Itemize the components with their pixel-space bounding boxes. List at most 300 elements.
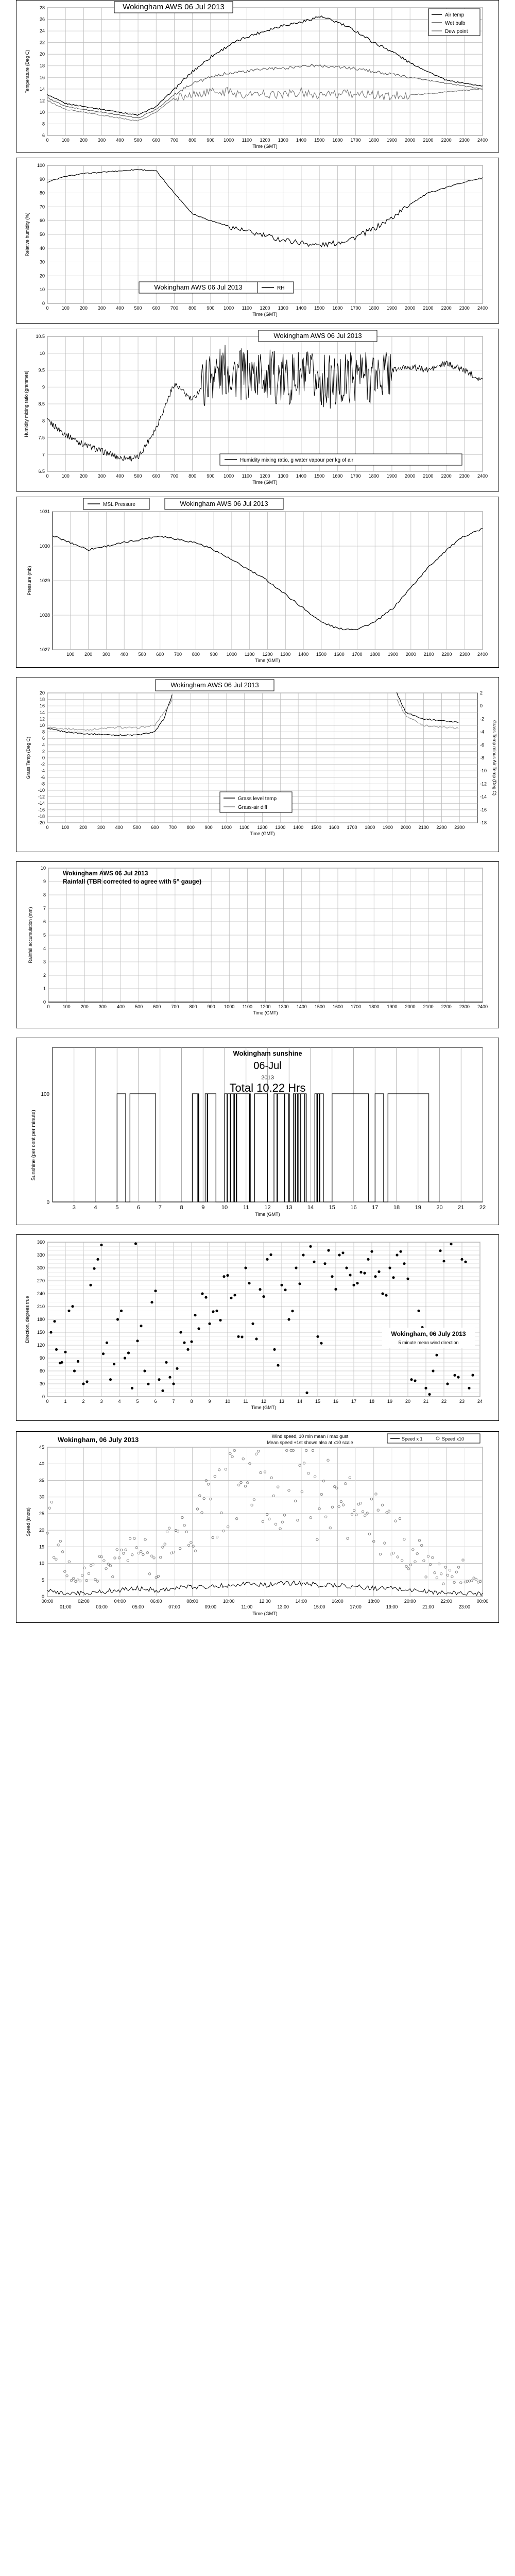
y2-tick-label: -10: [480, 768, 487, 774]
x-tick-label: 800: [188, 306, 197, 311]
x-tick-label: 11:00: [241, 1604, 253, 1609]
x-tick-label: 100: [66, 652, 75, 657]
x-tick-label: 04:00: [114, 1599, 126, 1604]
x-tick-label: 19: [387, 1399, 393, 1404]
pressure-chart-svg: [16, 497, 499, 667]
data-point: [140, 1325, 142, 1327]
x-tick-label: 300: [98, 1004, 107, 1009]
y2-tick-label: -4: [480, 729, 485, 735]
x-tick-label: 2400: [477, 473, 488, 479]
x-tick-label: 300: [98, 138, 106, 143]
x-tick-label: 2: [82, 1399, 85, 1404]
data-point: [417, 1310, 420, 1312]
x-tick-label: 2400: [477, 652, 488, 657]
y-tick-label: 0: [41, 1594, 44, 1599]
x-tick-label: 15: [315, 1399, 321, 1404]
chart-annotation: Wokingham AWS 06 Jul 2013: [154, 283, 243, 291]
data-point: [287, 1318, 290, 1320]
legend-label: Dew point: [445, 29, 468, 35]
x-tick-label: 9: [208, 1399, 211, 1404]
x-tick-label: 1000: [224, 473, 234, 479]
y-tick-label: 0: [42, 1394, 45, 1399]
data-point: [352, 1284, 355, 1286]
data-point: [55, 1348, 58, 1351]
data-point: [313, 1261, 315, 1263]
data-point: [302, 1253, 304, 1256]
data-point: [323, 1262, 326, 1265]
x-tick-label: 2000: [405, 473, 416, 479]
y-tick-label: 26: [39, 16, 45, 22]
x-tick-label: 1600: [329, 825, 339, 830]
x-tick-label: 2300: [459, 473, 470, 479]
chart-total: Total 10.22 Hrs: [229, 1081, 306, 1094]
x-tick-label: 14: [307, 1205, 314, 1211]
y-tick-label: 330: [37, 1252, 45, 1258]
legend-label: Humidity mixing ratio, g water vapour per kg of air: [240, 457, 354, 463]
data-point: [134, 1242, 137, 1245]
data-point: [208, 1323, 211, 1325]
y-axis-label: Direction, degrees true: [25, 1296, 30, 1343]
y-tick-label: 7.5: [38, 435, 45, 440]
data-point: [179, 1331, 182, 1333]
data-point: [136, 1340, 139, 1342]
data-point: [147, 1383, 149, 1385]
x-tick-label: 2300: [459, 306, 470, 311]
y-axis-label: Humidity mixing ratio (grammes): [24, 370, 29, 437]
data-point: [359, 1271, 362, 1274]
data-point: [161, 1389, 164, 1392]
x-tick-label: 1700: [350, 473, 361, 479]
data-point: [67, 1310, 70, 1312]
x-tick-label: 20:00: [404, 1599, 416, 1604]
x-tick-label: 13:00: [277, 1604, 289, 1609]
x-tick-label: 600: [153, 1004, 161, 1009]
x-tick-label: 13: [286, 1205, 293, 1211]
x-tick-label: 500: [135, 1004, 143, 1009]
x-tick-label: 1500: [314, 473, 325, 479]
data-point: [377, 1270, 380, 1273]
y-tick-label: -18: [38, 814, 45, 819]
data-point: [116, 1318, 119, 1320]
y-tick-label: -2: [40, 761, 45, 767]
x-tick-label: 1000: [226, 652, 237, 657]
data-point: [241, 1335, 243, 1338]
data-point: [215, 1310, 218, 1312]
x-tick-label: 1300: [278, 138, 288, 143]
x-tick-label: 1700: [351, 1004, 362, 1009]
x-tick-label: 1300: [280, 652, 291, 657]
x-tick-label: 2200: [436, 825, 447, 830]
wind-direction-chart: [16, 1234, 499, 1421]
y-tick-label: 20: [39, 1528, 44, 1533]
x-tick-label: 21: [423, 1399, 429, 1404]
x-tick-label: 1800: [370, 652, 381, 657]
x-tick-label: 12:00: [259, 1599, 271, 1604]
data-point: [165, 1361, 167, 1364]
data-point: [60, 1361, 63, 1364]
data-point: [212, 1310, 214, 1313]
y-tick-label: 1029: [39, 578, 50, 583]
y-tick-label: 40: [39, 245, 45, 251]
y-tick-label: 9: [43, 879, 46, 884]
y-tick-label: 300: [37, 1265, 45, 1270]
data-point: [320, 1342, 322, 1345]
y-tick-label: 35: [39, 1478, 44, 1483]
y-tick-label: 20: [39, 52, 45, 57]
data-point: [259, 1288, 261, 1291]
x-tick-label: 800: [189, 1004, 197, 1009]
x-tick-label: 600: [151, 825, 159, 830]
y-tick-label: 1028: [39, 613, 50, 618]
chart-title: Wokingham AWS 06 Jul 2013: [63, 870, 148, 877]
y-tick-label: 10: [40, 866, 46, 871]
y-tick-label: 30: [39, 1381, 45, 1386]
x-tick-label: 900: [210, 652, 218, 657]
data-point: [85, 1380, 88, 1383]
data-point: [457, 1376, 459, 1379]
grass-temp-chart-svg: [16, 677, 499, 852]
x-tick-label: 16: [350, 1205, 357, 1211]
x-tick-label: 300: [98, 473, 106, 479]
y-tick-label: 12: [39, 98, 45, 104]
humidity-chart: [16, 158, 499, 324]
x-tick-label: 1300: [278, 473, 288, 479]
x-tick-label: 1600: [332, 306, 343, 311]
y-tick-label: 2: [43, 973, 46, 978]
data-point: [266, 1258, 268, 1261]
y-tick-label: 30: [39, 259, 45, 265]
x-tick-label: 400: [116, 1004, 125, 1009]
x-tick-label: 0: [46, 825, 49, 830]
y-tick-label: 8: [42, 418, 45, 423]
x-tick-label: 100: [61, 473, 70, 479]
y-axis-label: Grass Temp (Deg C): [26, 736, 31, 779]
data-point: [316, 1335, 319, 1338]
data-point: [406, 1278, 409, 1280]
x-tick-label: 10: [221, 1205, 228, 1211]
x-tick-label: 2000: [405, 652, 416, 657]
y2-tick-label: 0: [480, 703, 483, 709]
y-tick-label: 0: [42, 755, 45, 760]
legend-label: Speed x 1: [402, 1436, 423, 1442]
y-tick-label: 240: [37, 1291, 45, 1296]
y-tick-label: 20: [39, 690, 45, 696]
x-tick-label: 22: [441, 1399, 447, 1404]
x-tick-label: 1400: [296, 138, 306, 143]
x-tick-label: 18:00: [368, 1599, 380, 1604]
data-point: [334, 1288, 337, 1291]
data-point: [403, 1262, 405, 1265]
data-point: [295, 1266, 297, 1269]
wind-direction-chart-svg: [16, 1235, 499, 1420]
x-tick-label: 200: [79, 306, 88, 311]
x-tick-label: 400: [115, 825, 123, 830]
data-point: [277, 1364, 279, 1366]
x-tick-label: 2000: [400, 825, 411, 830]
x-tick-label: 1900: [386, 473, 397, 479]
x-tick-label: 2000: [405, 138, 416, 143]
pressure-chart: [16, 497, 499, 668]
data-point: [309, 1245, 312, 1248]
x-tick-label: 1500: [314, 1004, 325, 1009]
x-tick-label: 12: [264, 1205, 271, 1211]
y-tick-label: 22: [39, 40, 45, 45]
data-point: [388, 1266, 391, 1269]
temperature-chart-svg: [16, 1, 499, 152]
y-tick-label: 360: [37, 1240, 45, 1245]
y-tick-label: 45: [39, 1445, 44, 1450]
data-point: [284, 1289, 286, 1291]
x-tick-label: 400: [116, 306, 124, 311]
x-tick-label: 0: [46, 138, 49, 143]
legend-label: MSL Pressure: [103, 502, 135, 507]
x-tick-label: 6: [136, 1205, 141, 1211]
x-axis-label: Time (GMT): [251, 1405, 277, 1410]
x-tick-label: 17: [351, 1399, 357, 1404]
y-axis-label: Rainfall accumulation (mm): [28, 907, 33, 963]
x-tick-label: 0: [46, 306, 49, 311]
x-tick-label: 1900: [383, 825, 393, 830]
x-axis-label: Time (GMT): [252, 144, 278, 149]
x-tick-label: 200: [84, 652, 93, 657]
y-tick-label: 6: [42, 736, 45, 741]
wind-speed-chart-svg: [16, 1432, 499, 1622]
x-tick-label: 2100: [423, 652, 434, 657]
y-tick-label: -10: [38, 788, 45, 793]
data-point: [64, 1351, 66, 1353]
data-point: [53, 1320, 56, 1323]
y-tick-label: 1030: [39, 544, 50, 549]
x-tick-label: 17:00: [350, 1604, 362, 1609]
x-tick-label: 1200: [260, 1004, 271, 1009]
rainfall-chart: [16, 861, 499, 1028]
chart-title: Wokingham, 06 July 2013: [391, 1330, 466, 1337]
x-tick-label: 500: [138, 652, 146, 657]
chart-title: Wokingham, 06 July 2013: [58, 1436, 139, 1444]
x-tick-label: 1800: [369, 1004, 380, 1009]
x-tick-label: 300: [102, 652, 110, 657]
x-tick-label: 14: [297, 1399, 303, 1404]
x-tick-label: 10: [225, 1399, 231, 1404]
y-tick-label: 8.5: [38, 401, 45, 406]
x-axis-label: Time (GMT): [255, 658, 280, 663]
x-tick-label: 3: [72, 1205, 76, 1211]
legend-label: RH: [277, 285, 285, 291]
x-tick-label: 600: [152, 306, 160, 311]
x-tick-label: 4: [94, 1205, 97, 1211]
y-tick-label: 0: [46, 1200, 49, 1206]
data-point: [374, 1275, 376, 1278]
x-tick-label: 15:00: [313, 1604, 325, 1609]
y2-axis-label: Grass Temp minus Air Temp (Deg C): [492, 720, 497, 796]
x-tick-label: 2200: [441, 652, 452, 657]
data-point: [127, 1351, 130, 1354]
y-tick-label: 8: [42, 121, 45, 127]
x-axis-label: Time (GMT): [252, 312, 278, 317]
x-axis-label: Time (GMT): [253, 1010, 278, 1015]
x-tick-label: 16:00: [332, 1599, 344, 1604]
x-tick-label: 100: [61, 825, 70, 830]
data-point: [106, 1342, 108, 1344]
x-tick-label: 1700: [352, 652, 363, 657]
x-tick-label: 3: [100, 1399, 103, 1404]
y-tick-label: 10.5: [36, 334, 45, 339]
x-tick-label: 9: [201, 1205, 205, 1211]
x-tick-label: 100: [62, 1004, 71, 1009]
data-point: [102, 1352, 105, 1355]
x-tick-label: 400: [116, 138, 124, 143]
x-tick-label: 1300: [278, 306, 288, 311]
x-tick-label: 1500: [314, 306, 325, 311]
wind-speed-chart: [16, 1431, 499, 1623]
chart-title: Wokingham AWS 06 Jul 2013: [180, 500, 268, 507]
y-tick-label: 100: [41, 1092, 49, 1097]
y-tick-label: 90: [39, 1355, 45, 1361]
chart-subtitle: Wind speed, 10 min mean / max gust: [271, 1434, 349, 1439]
x-axis-label: Time (GMT): [252, 480, 278, 485]
x-tick-label: 900: [207, 138, 215, 143]
x-tick-label: 100: [61, 306, 70, 311]
y-tick-label: 9.5: [38, 367, 45, 373]
x-tick-label: 1100: [245, 652, 255, 657]
x-tick-label: 1800: [368, 306, 379, 311]
data-point: [345, 1266, 348, 1269]
y-tick-label: 10: [39, 723, 45, 728]
x-tick-label: 600: [152, 138, 160, 143]
x-tick-label: 11: [243, 1399, 248, 1404]
data-point: [341, 1251, 344, 1254]
data-point: [471, 1374, 474, 1377]
y-tick-label: 16: [39, 75, 45, 80]
data-point: [77, 1360, 79, 1363]
x-tick-label: 1200: [260, 473, 270, 479]
y-tick-label: 80: [39, 190, 45, 196]
x-tick-label: 1600: [332, 473, 343, 479]
x-tick-label: 2400: [477, 306, 488, 311]
legend-label: Speed x10: [442, 1436, 465, 1442]
data-point: [370, 1250, 373, 1253]
y-tick-label: -8: [40, 781, 45, 787]
x-tick-label: 19: [415, 1205, 421, 1211]
y-axis-label: Relative humidity (%): [25, 212, 30, 257]
x-tick-label: 10:00: [222, 1599, 235, 1604]
x-tick-label: 500: [134, 138, 142, 143]
y-tick-label: 6: [43, 919, 46, 924]
x-tick-label: 600: [156, 652, 164, 657]
x-tick-label: 1400: [293, 825, 304, 830]
data-point: [392, 1276, 394, 1279]
x-tick-label: 1000: [224, 306, 234, 311]
x-tick-label: 1500: [311, 825, 321, 830]
x-tick-label: 100: [61, 138, 70, 143]
data-point: [113, 1363, 115, 1365]
x-tick-label: 1700: [350, 306, 361, 311]
sunshine-chart-svg: [16, 1038, 499, 1225]
x-tick-label: 7: [158, 1205, 162, 1211]
x-tick-label: 200: [79, 825, 88, 830]
data-point: [100, 1244, 102, 1246]
x-tick-label: 18: [393, 1205, 400, 1211]
x-tick-label: 2300: [459, 1004, 470, 1009]
chart-subtitle: Rainfall (TBR corrected to agree with 5" gauge): [63, 878, 202, 885]
chart-subtitle: 5 minute mean wind direction: [398, 1340, 459, 1345]
grass-temp-chart: [16, 677, 499, 852]
y-tick-label: 1031: [39, 509, 50, 514]
y-tick-label: 5: [43, 933, 46, 938]
data-point: [269, 1253, 272, 1256]
x-tick-label: 1100: [239, 825, 250, 830]
y-axis-label: Temperature (Deg C): [25, 49, 30, 94]
x-tick-label: 800: [188, 138, 197, 143]
x-tick-label: 5: [115, 1205, 119, 1211]
y-tick-label: 5: [41, 1577, 44, 1583]
x-tick-label: 1900: [388, 652, 399, 657]
x-tick-label: 1600: [332, 138, 343, 143]
rainfall-chart-svg: [16, 862, 499, 1028]
y2-tick-label: -6: [480, 742, 485, 748]
y-tick-label: 10: [39, 350, 45, 356]
x-tick-label: 1200: [257, 825, 268, 830]
data-point: [233, 1294, 236, 1296]
x-tick-label: 00:00: [41, 1599, 54, 1604]
data-point: [82, 1382, 84, 1385]
y-tick-label: 18: [39, 63, 45, 69]
data-point: [150, 1301, 153, 1303]
data-point: [396, 1253, 398, 1256]
x-tick-label: 7: [172, 1399, 175, 1404]
x-tick-label: 1800: [368, 138, 379, 143]
x-tick-label: 2200: [441, 138, 452, 143]
data-point: [468, 1387, 470, 1389]
data-point: [450, 1243, 452, 1245]
x-tick-label: 08:00: [186, 1599, 198, 1604]
data-point: [280, 1284, 283, 1286]
x-tick-label: 1000: [224, 138, 234, 143]
data-point: [349, 1274, 351, 1276]
data-point: [338, 1253, 340, 1256]
data-point: [439, 1249, 441, 1252]
x-tick-label: 700: [170, 306, 178, 311]
y-tick-label: 8: [43, 892, 46, 897]
legend-label: Grass level temp: [238, 796, 277, 802]
chart-title: Wokingham AWS 06 Jul 2013: [170, 681, 259, 689]
data-point: [168, 1376, 171, 1379]
x-tick-label: 500: [134, 473, 142, 479]
y-tick-label: 40: [39, 1461, 44, 1467]
data-point: [71, 1305, 74, 1308]
data-point: [89, 1284, 92, 1286]
data-point: [244, 1266, 247, 1269]
data-point: [410, 1378, 413, 1381]
x-tick-label: 21:00: [422, 1604, 434, 1609]
x-tick-label: 2100: [423, 138, 434, 143]
x-tick-label: 700: [170, 473, 178, 479]
x-tick-label: 06:00: [150, 1599, 162, 1604]
data-point: [197, 1327, 200, 1330]
x-tick-label: 2400: [477, 1004, 488, 1009]
x-tick-label: 0: [46, 1399, 49, 1404]
y-tick-label: 24: [39, 28, 45, 34]
y-tick-label: 9: [42, 384, 45, 390]
x-tick-label: 1300: [278, 1004, 289, 1009]
x-tick-label: 700: [174, 652, 182, 657]
x-tick-label: 1100: [242, 138, 252, 143]
data-point: [460, 1258, 463, 1261]
data-point: [453, 1374, 456, 1377]
x-tick-label: 1400: [296, 306, 306, 311]
data-point: [49, 1331, 52, 1333]
data-point: [424, 1387, 427, 1389]
